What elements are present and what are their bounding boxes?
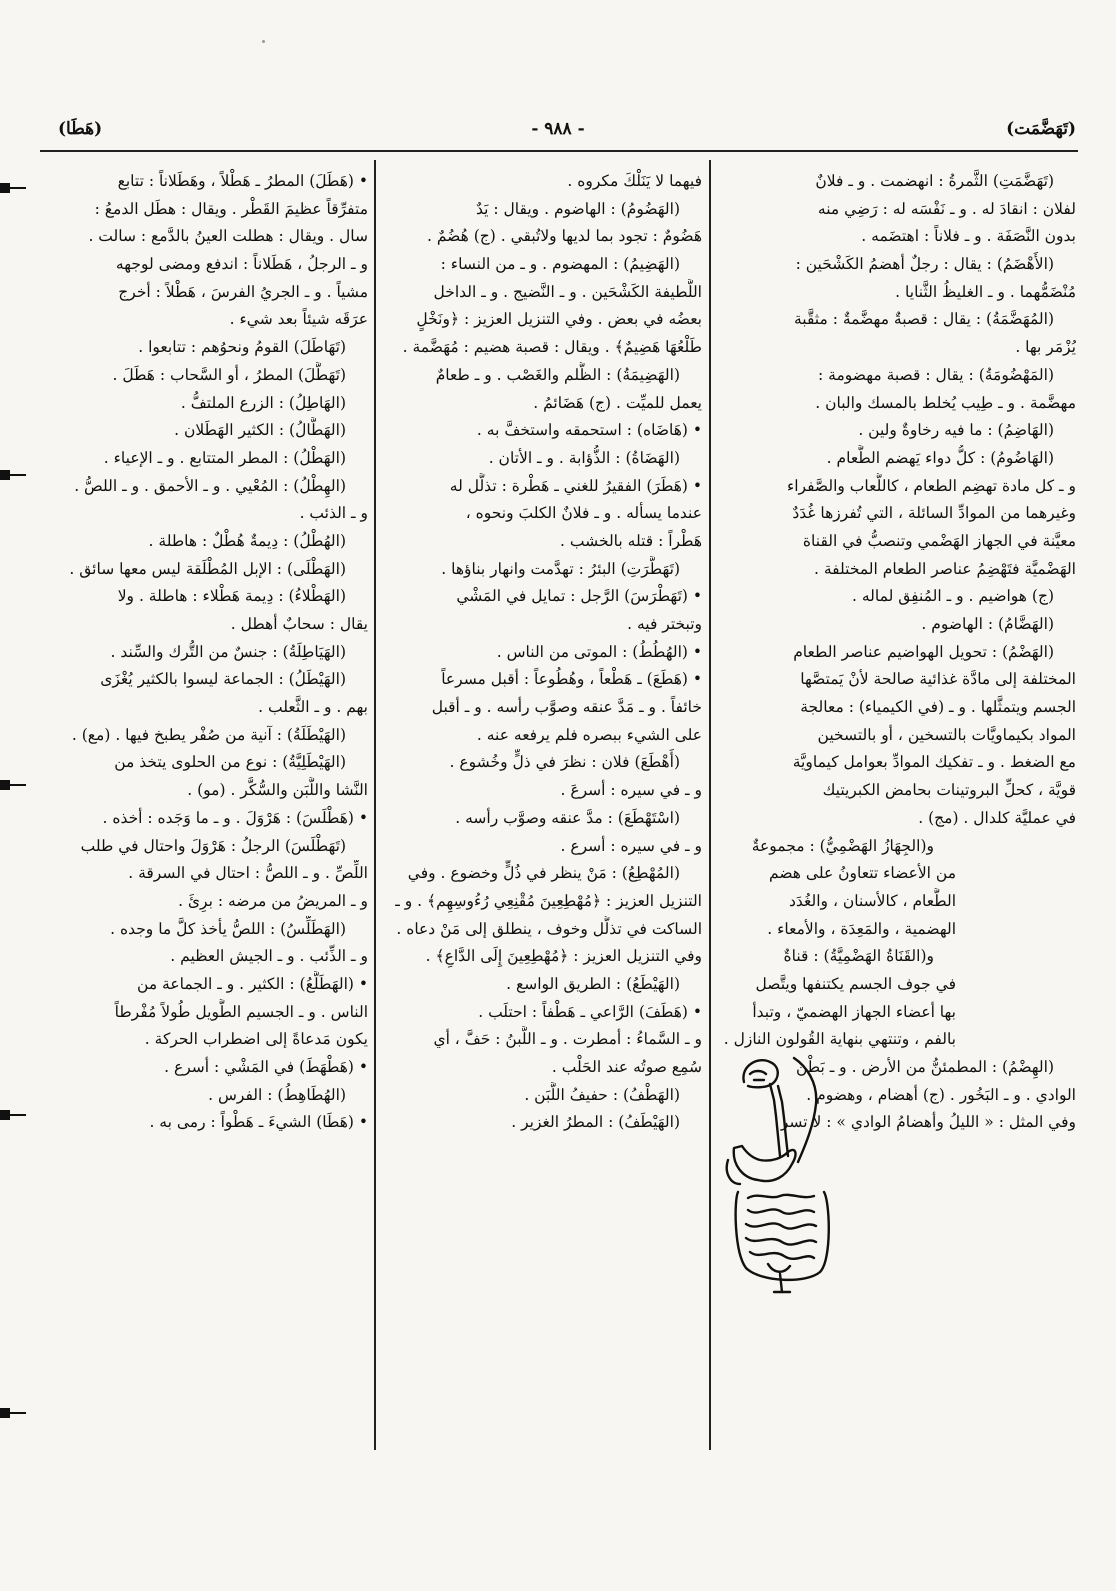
dictionary-line: طَلْعُهَا هَضِيمٌ﴾ . ويقال : قصبة هضيم : مُهَضَّمة . <box>402 338 702 357</box>
dictionary-line: (الهُطَاهِطُ) : الفرس . <box>208 1085 346 1104</box>
dictionary-line: (الهَيْطَعُ) : الطريق الواسع . <box>506 974 680 993</box>
dictionary-line: (تَهَطَّلَ) المطرُ ، أو السَّحاب : هَطَلَ . <box>112 365 346 384</box>
dictionary-line: (الهَيْطَفُ) : المطرُ الغزير . <box>511 1113 680 1132</box>
dictionary-line: • (هَطَلَ) المطرُ ـ هَطْلاً ، وهَطَلاناً : تتابع <box>117 172 368 190</box>
dictionary-line: (الهَيْطَلِيَّةُ) : نوع من الحلوى يتخذ من <box>114 753 346 772</box>
dictionary-line: معيَّنة في الجهاز الهَضْمي وتنصبُّ في القناة <box>802 531 1076 550</box>
column-divider-left <box>374 160 376 1450</box>
dictionary-line: خائفاً . و ـ مَدَّ عنقه وصوَّب رأسه . و ـ أقبل <box>431 698 702 717</box>
dictionary-line: (الهَضِيمُ) : المهضوم . و ـ من النساء : <box>440 255 680 274</box>
dictionary-line: اللِّصِّ . و ـ اللصُّ : احتال في السرقة . <box>128 864 368 883</box>
dictionary-line: (الهَطْلَى) : الإبل المُطْلَقة ليس معها سائق . <box>69 559 346 578</box>
dictionary-line: على الشيء ببصره فلم يرفعه عنه . <box>476 725 702 744</box>
dictionary-line: عندما يسأله . و ـ فلانٌ الكلبَ ونحوه ، <box>465 504 702 523</box>
dictionary-line: مشياً . و ـ الجريُ الفرسَ ، هَطْلاً : أخرج <box>118 282 368 301</box>
dictionary-line: و ـ الذئب . <box>299 504 368 523</box>
dictionary-line: و ـ الذِّئب . و ـ الجيش العظيم . <box>170 947 368 966</box>
dictionary-line: وغيرهما من الموادِّ السائلة ، التي تُفرزها غُدَدٌ <box>792 504 1076 523</box>
dictionary-line: وتبختر فيه . <box>627 615 702 633</box>
dictionary-line: هَضُومٌ : تجود بما لديها ولاتُبقي . (ج) هُضُمٌ . <box>426 227 702 246</box>
dictionary-line: (اسْتَهْطَعَ) : مدَّ عنقه وصوَّب رأسه . <box>455 808 680 827</box>
dictionary-line: وفي المثل : « الليلُ وأهضامُ الوادي » : لا تسر <box>780 1113 1076 1132</box>
dictionary-line: و ـ الرجلُ ، هَطَلاناً : اندفع ومضى لوجهه <box>115 255 368 274</box>
dictionary-line: (تَهَاطَلَ) القومُ ونحوُهم : تتابعوا . <box>138 338 346 357</box>
dictionary-line: عرَقَه شيئاً بعد شيء . <box>229 310 368 329</box>
dictionary-line: من الأعضاء تتعاونُ على هضم <box>769 864 956 883</box>
dictionary-line: في جوف الجسم يكتنفها ويتَّصل <box>755 974 956 993</box>
dictionary-line: (الهَضَاةُ) : الذُّؤابة . و ـ الأتان . <box>488 448 680 467</box>
dictionary-line: مهضَّمة . و ـ طِيب يُخلط بالمسك والبان . <box>815 393 1076 412</box>
margin-marker <box>0 470 26 480</box>
header-entry-end: (هَطَا) <box>58 119 103 139</box>
dictionary-line: التنزيل العزيز : ﴿مُهْطِعِينَ مُقْنِعِي رُءُوسِهِم﴾ . و ـ <box>395 891 702 910</box>
dictionary-line: (الهَضَّامُ) : الهاضوم . <box>921 615 1054 633</box>
dictionary-line: • (تَهَطْرَسَ) الرَّجل : تمايل في المَشْي <box>456 587 702 606</box>
margin-marker <box>0 1110 26 1120</box>
dictionary-line: (الهِطْلُ) : المُعْيي . و ـ الأحمق . و ـ اللصُّ . <box>74 476 346 495</box>
dictionary-line: (الهَاضُومُ) : كلُّ دواء يَهضم الطَّعام . <box>826 448 1054 467</box>
dictionary-line: • (هَطْهَطَ) في المَشْي : أسرع . <box>164 1058 368 1076</box>
dictionary-line: و(القَنَاةُ الهَضْمِيَّةُ) : قناةٌ <box>783 947 934 966</box>
dictionary-line: (الهَطْفُ) : حفيفُ اللَّبَن . <box>524 1085 680 1104</box>
dictionary-line: فيهما لا يَنَلْكَ مكروه . <box>567 172 702 190</box>
dictionary-line: سُمِع صوتُه عند الحَلْب . <box>551 1058 702 1076</box>
dictionary-line: (الهَيْطَلَةُ) : آنية من صُفْر يطبخ فيها . (مع) . <box>71 725 346 744</box>
dictionary-line: يعمل للميِّت . (ج) هَضَائمُ . <box>533 393 702 412</box>
dictionary-line: (تَهَضَّمَتِ) الثَّمرةُ : انهضمت . و ـ فلانٌ <box>815 172 1054 190</box>
dictionary-line: (الهَاطِلُ) : الزرع الملتفُّ . <box>180 393 346 412</box>
header-entry-start: (تَهَضَّمَت) <box>1006 119 1076 139</box>
column-left <box>56 168 368 1137</box>
dictionary-line: (المَهْضُومَةُ) : يقال : قصبة مهضومة : <box>817 365 1054 384</box>
dictionary-line: • (هَاضَاه) : استحمقه واستخفَّ به . <box>476 421 702 440</box>
dictionary-line: (ج) هواضيم . و ـ المُنفِق لماله . <box>852 587 1054 606</box>
dictionary-line: • (هَطَعَ) ـ هَطْعاً ، وهُطُوعاً : أقبل مسرعاً <box>441 670 702 689</box>
dictionary-line: (المُهَضَّمَةُ) : يقال : قصبةٌ مهضَّمةٌ : مثقَّبة <box>793 310 1054 329</box>
dictionary-line: • (الهُطُطُ) : الموتى من الناس . <box>496 642 702 661</box>
digestive-system-illustration <box>724 1052 842 1298</box>
column-middle <box>384 168 702 1137</box>
dictionary-line: يكون مَدعاةً إلى اضطراب الحركة . <box>144 1030 368 1049</box>
dictionary-line: المختلفة إلى مادَّة غذائية صالحة لأنْ يَمتصَّها <box>800 670 1076 689</box>
dictionary-line: بالفم ، وتنتهي بنهاية القُولون النازل . <box>723 1030 956 1049</box>
dictionary-line: (الهُطْلُ) : دِيمةٌ هُطْلٌ : هاطلة . <box>148 531 346 550</box>
dictionary-line: • (الهَطَلَّعُ) : الكثير . و ـ الجماعة من <box>137 974 368 993</box>
dictionary-line: (أَهْطَعَ) فلان : نظرَ في ذلٍّ وخُشوع . <box>449 753 680 772</box>
dictionary-line: (الهَطْلُ) : المطر المتتابع . و ـ الإعياء . <box>103 448 346 467</box>
dictionary-line: يقال : سحابٌ أهطل . <box>230 615 368 633</box>
page-number: - ٩٨٨ - <box>531 119 585 139</box>
dictionary-line: • (هَطَفَ) الرَّاعي ـ هَطْفاً : احتلَب . <box>478 1002 702 1021</box>
dictionary-line: • (هَطْلَسَ) : هَرْوَلَ . و ـ ما وَجَده : أخذه . <box>102 808 368 827</box>
dictionary-line: الهَضْميَّة فتَهْضِمُ عناصر الطعام المختلفة . <box>814 559 1076 578</box>
dictionary-line: الطَّعام ، كالأسنان ، والغُدَد <box>789 891 956 910</box>
dictionary-line: وفي التنزيل العزيز : ﴿مُهْطِعِينَ إِلَى الدَّاعِ﴾ . <box>425 947 702 966</box>
dictionary-line: (الهَضُومُ) : الهاضوم . ويقال : يَدٌ <box>476 199 680 218</box>
dictionary-line: قويَّة ، كحلِّ البروتينات بحامض الكبريتيك <box>822 781 1076 800</box>
dictionary-line: (الهَاضِمُ) : ما فيه رخاوةٌ ولين . <box>858 421 1054 440</box>
dictionary-line: مع الضغط . و ـ تفكيك الموادِّ بعوامل كيماويَّة <box>792 753 1076 772</box>
dictionary-line: و(الجِهَازُ الهَضْمِيُّ) : مجموعةٌ <box>751 836 934 855</box>
dictionary-line: و ـ المريضُ من مرضه : برِئَ . <box>178 891 368 910</box>
dictionary-line: (تَهَطَّرَتِ) البئرُ : تهدَّمت وانهار بناؤها . <box>441 559 680 578</box>
dictionary-line: الساكت في تذلُّل وخوف ، ينطلق إلى مَنْ دعاه . <box>396 919 702 938</box>
dictionary-line: هَطْراً : قتله بالخشب . <box>560 531 702 550</box>
dictionary-line: في عمليَّة كلدال . (مج) . <box>918 808 1076 827</box>
dictionary-line: (الهَضْمُ) : تحويل الهواضيم عناصر الطعام <box>793 642 1054 661</box>
dictionary-line: (الهَطَّالُ) : الكثير الهَطَلان . <box>174 421 346 440</box>
speck <box>262 40 265 43</box>
dictionary-line: (الأَهْضَمُ) : يقال : رجلٌ أهضمُ الكَشْحَين : <box>795 255 1054 274</box>
margin-marker <box>0 1408 26 1418</box>
dictionary-line: متفرِّقاً عظيمَ القَطْر . ويقال : هطَل الدمعُ : <box>94 199 368 218</box>
dictionary-line: (الهِضْمُ) : المطمئنُّ من الأرض . و ـ بَطْن <box>795 1058 1054 1076</box>
dictionary-line: (الهَطَلِّسُ) : اللصُّ يأخذ كلَّ ما وجده . <box>110 919 346 938</box>
dictionary-line: (المُهْطِعُ) : مَنْ ينظر في ذُلٍّ وخضوع . وفي <box>407 864 680 883</box>
dictionary-line: • (هَطَا) الشيءَ ـ هَطْواً : رمى به . <box>149 1113 368 1132</box>
header-rule <box>40 150 1078 152</box>
dictionary-line: و ـ كل مادة تهضِم الطعام ، كاللُّعاب والصَّفراء <box>786 476 1076 495</box>
margin-marker <box>0 183 26 193</box>
dictionary-line: سال . ويقال : هطلت العينُ بالدَّمع : سالت . <box>88 227 368 246</box>
dictionary-line: (الهَيْطَلُ) : الجماعة ليسوا بالكثير يُغْزَى <box>100 670 346 689</box>
dictionary-line: اللَّطيفة الكَشْحَين . و ـ النَّضيج . و ـ الداخل <box>433 282 702 301</box>
dictionary-line: الجسم ويتمثَّلها . و ـ (في الكيمياء) : معالجة <box>800 698 1076 717</box>
dictionary-line: (تَهَطْلَسَ) الرجلُ : هَرْوَلَ واحتال في طلب <box>80 836 346 855</box>
dictionary-line: الناس . و ـ الجسيم الطَّويل طُولاً مُفْرطاً <box>114 1002 368 1021</box>
dictionary-line: لفلان : انقادَ له . و ـ نَفْسَه له : رَضِي منه <box>817 199 1076 218</box>
dictionary-line: • (هَطَرَ) الفقيرُ للغني ـ هَطْرة : تذلَّل له <box>449 476 702 495</box>
column-divider-right <box>709 160 711 1450</box>
dictionary-line: بدون النَّصَفَة . و ـ فلاناً : اهتضَمه . <box>861 227 1076 246</box>
dictionary-line: و ـ السَّماءُ : أمطرت . و ـ اللَّبنُ : حَفَّ ، أي <box>433 1030 702 1049</box>
dictionary-line: (الهَضِيمَةُ) : الظُّلم والغَصْب . و ـ طعامٌ <box>435 365 680 384</box>
column-right <box>718 168 1076 1137</box>
dictionary-line: بهم . و ـ الثَّعلب . <box>258 698 368 717</box>
dictionary-line: النَّشا واللَّبَن والسُّكَّر . (مو) . <box>187 781 368 800</box>
margin-marker <box>0 780 26 790</box>
dictionary-line: الهضمية ، والمَعِدَة ، والأمعاء . <box>767 919 956 938</box>
dictionary-line: و ـ في سيره : أسرع . <box>560 836 702 855</box>
dictionary-line: (الهَطْلاءُ) : دِيمة هَطْلاء : هاطلة . ولا <box>117 587 346 606</box>
dictionary-line: بها أعضاء الجهاز الهضميّ ، وتبدأ <box>752 1002 956 1021</box>
dictionary-line: (الهَيَاطِلَةُ) : جنسٌ من التُّرك والسِّند . <box>110 642 346 661</box>
dictionary-line: المواد بكيماويَّات بالتسخين ، أو بالتسخين <box>817 725 1076 744</box>
dictionary-line: بعضُه في بعض . وفي التنزيل العزيز : ﴿ونَخْلٍ <box>416 310 702 329</box>
dictionary-line: الوادي . و ـ البَخُور . (ج) أهضام ، وهضوم . <box>806 1085 1076 1104</box>
dictionary-line: مُنْضَمُّهما . و ـ الغليظُ الثَّنايا . <box>895 282 1076 301</box>
dictionary-line: يُزْمَر بها . <box>1015 338 1076 357</box>
dictionary-line: و ـ في سيره : أسرعَ . <box>560 781 702 800</box>
